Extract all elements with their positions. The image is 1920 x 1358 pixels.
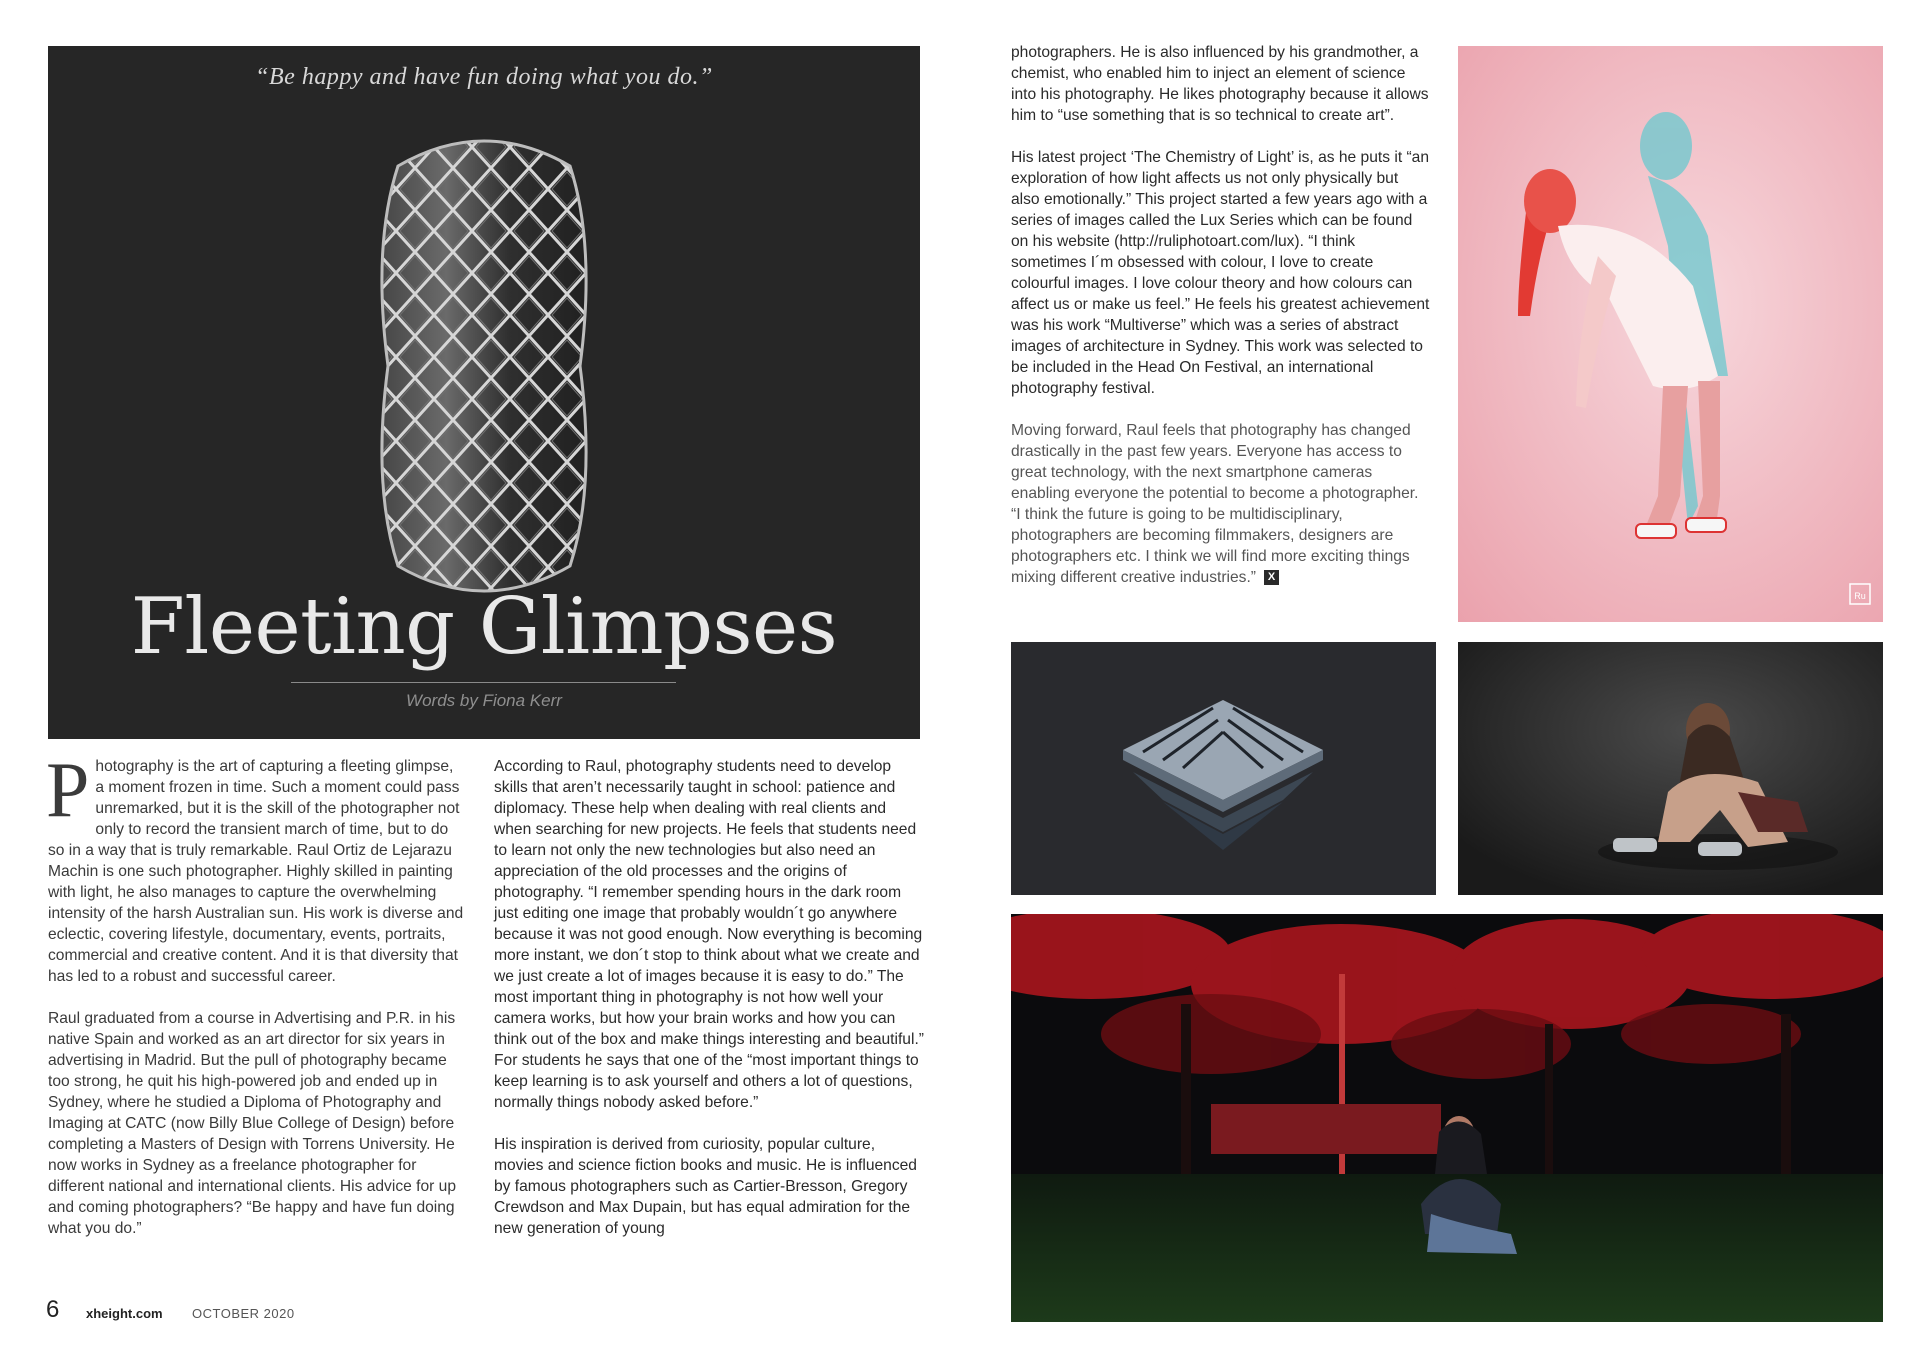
text-column-1 [46, 746, 466, 1260]
body-paragraph: His inspiration is derived from curiosity, popular culture, movies and science fiction books and music. He is influenced by famous photographers such as Cartier-Bresson, Gregory Crewdson and Max Dupain, but has equal admiration for the new generation of young [494, 1136, 917, 1237]
architecture-photo [1011, 642, 1436, 895]
title-divider [291, 682, 676, 683]
intro-text: hotography is the art of capturing a fleeting glimpse, a moment frozen in time. Such a moment could pass unremarked, but it is the skill of the photographer not only to record the transient march of time, but to do so in a way that is truly remarkable. Raul Ortiz de Lejarazu Machin is one such photographer. Highly skilled in painting with light, he also manages to capture the overwhelming intensity of the harsh Australian sun. His work is diverse and eclectic, covering lifestyle, documentary, events, portraits, commercial and creative content. And it is that diversity that has led to a robust and successful career. [48, 758, 464, 985]
lattice-sculpture-image [358, 126, 610, 606]
issue-date: OCTOBER 2020 [192, 1306, 295, 1321]
night-park-photo [1011, 914, 1883, 1322]
closing-text: Moving forward, Raul feels that photography has changed drastically in the past few years. Everyone has access to great technology, with the next smartphone cameras enabling everyone the potential to become a photographer. “I think the future is going to be multidisciplinary, photographers are becoming filmmakers, designers are photographers etc. I think we will find more exciting things mixing different creative industries.” [1011, 422, 1419, 586]
body-paragraph: His latest project ‘The Chemistry of Light’ is, as he puts it “an exploration of how light affects us not only physically but also emotionally.” This project started a few years ago with a series of images called the Lux Series which can be found on his website (http://ruliphotoart.com/lux). “I think sometimes I´m obsessed with colour, I love to create colourful images. I love colour theory and how colours can affect us or make us feel.” He feels his greatest achievement was his work “Multiverse” which was a series of abstract images of architecture in Sydney. This work was selected to be included in the Head On Festival, an international photography festival. [1011, 149, 1430, 397]
drop-cap: P [46, 746, 90, 833]
seated-woman-photo [1458, 642, 1883, 895]
body-paragraph: photographers. He is also influenced by his grandmother, a chemist, who enabled him to inject an element of science into his photography. He likes photography because it allows him to “use something that is so technical to create art”. [1011, 44, 1429, 124]
intro-paragraph [46, 746, 466, 987]
article-byline: Words by Fiona Kerr [406, 691, 562, 710]
text-column-2 [494, 756, 926, 1260]
closing-paragraph [1011, 420, 1431, 588]
article-title: Fleeting Glimpses [130, 582, 838, 672]
watermark-logo: Ru [1854, 591, 1866, 601]
hero-panel [48, 46, 920, 739]
end-mark-icon: X [1264, 570, 1279, 585]
hero-quote: “Be happy and have fun doing what you do.” [255, 64, 713, 90]
chromatic-dancer-photo [1458, 46, 1883, 622]
body-paragraph: Raul graduated from a course in Advertising and P.R. in his native Spain and worked as an art director for six years in advertising in Madrid. But the pull of photography became too strong, he quit his high-powered job and ended up in Sydney, where he studied a Diploma of Photography and Imaging at CATC (now Billy Blue College of Design) before completing a Masters of Design with Torrens University. He now works in Sydney as a freelance photographer for different national and international clients. His advice for up and coming photographers? “Be happy and have fun doing what you do.” [48, 1010, 456, 1237]
text-column-3 [1011, 42, 1431, 609]
body-paragraph: According to Raul, photography students need to develop skills that aren’t necessarily taught in school: patience and diplomacy. These help when dealing with real clients and when searching for new projects. He feels that students need to learn not only the new technologies but also need an appreciation of the old processes and the origins of photography. “I remember spending hours in the dark room just editing one image that probably wouldn´t go anywhere because it was not good enough. Now everything is becoming more instant, we don´t stop to think about what we create and we just create a lot of images because it is easy to do.” The most important thing in photography is not how well your camera works, but how your brain works and how you can think out of the box and make things interesting and beautiful.” For students he says that one of the “most important things to keep learning is to ask yourself and others a lot of questions, normally things nobody asked before.” [494, 758, 924, 1111]
site-url: xheight.com [86, 1306, 163, 1321]
page-number: 6 [46, 1296, 60, 1323]
